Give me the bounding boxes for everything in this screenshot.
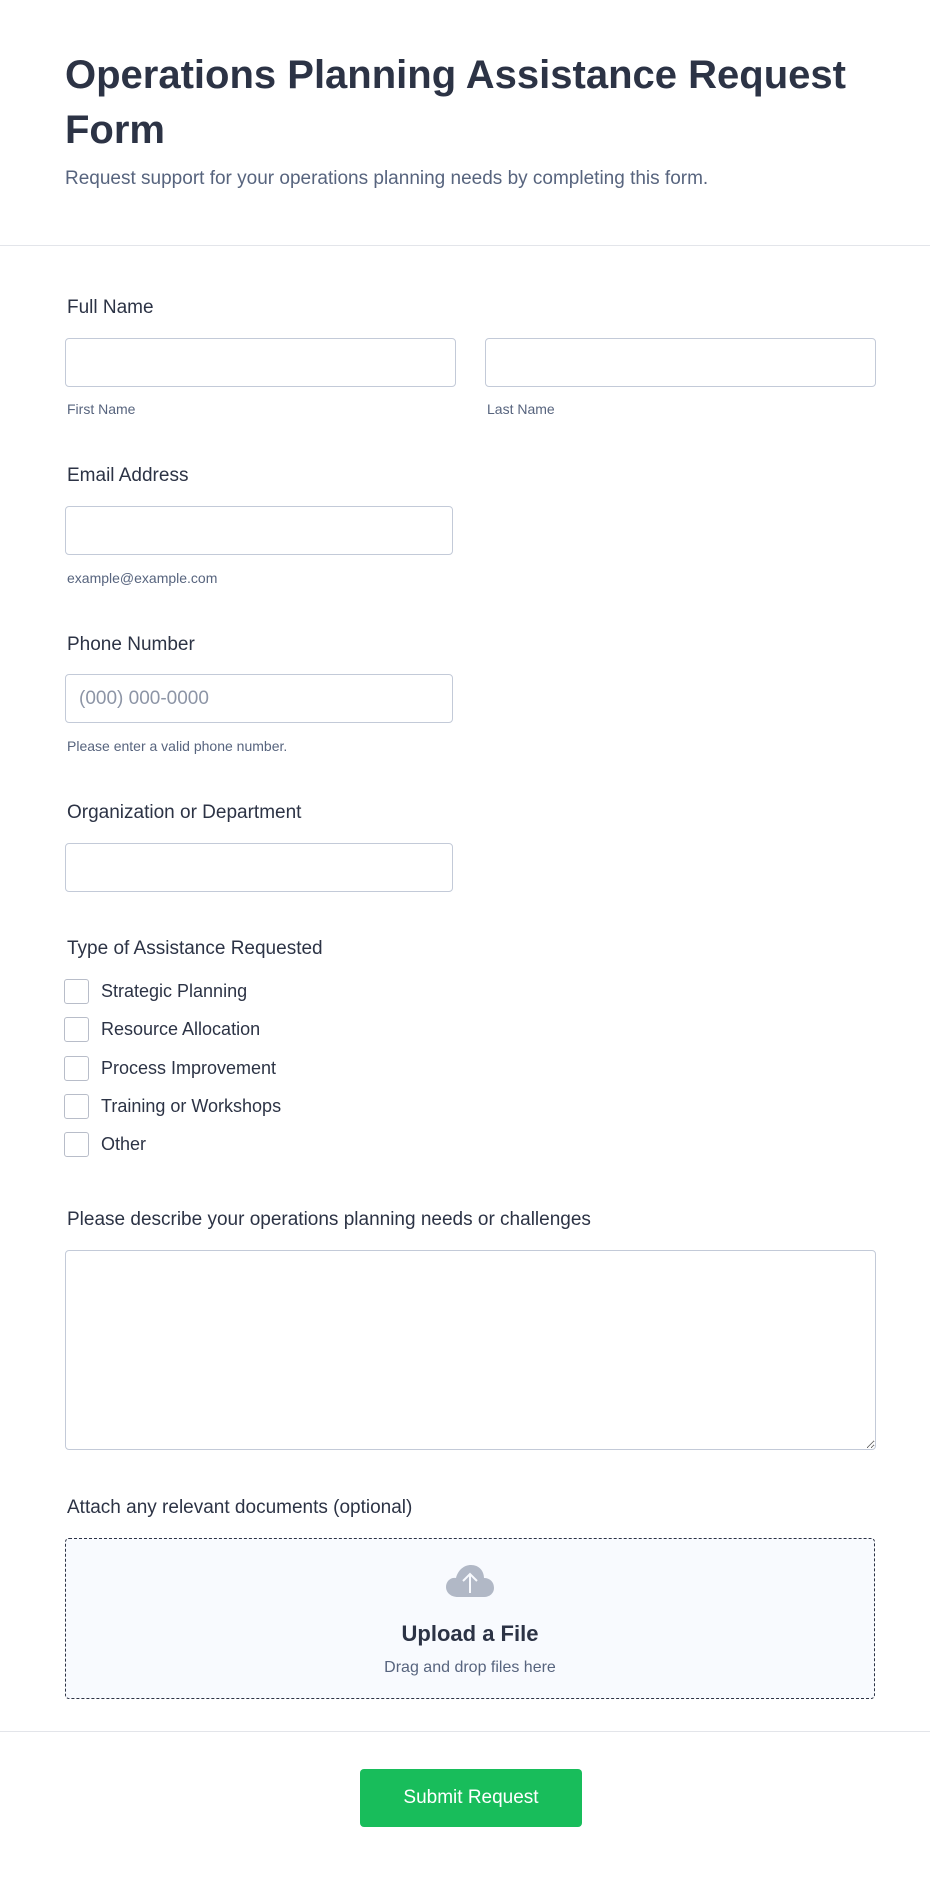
- checkbox-process-improvement[interactable]: [64, 1056, 276, 1081]
- page-subtitle: Request support for your operations planning needs by completing this form.: [65, 168, 709, 189]
- checkbox-training-workshops[interactable]: [64, 1094, 281, 1119]
- last-name-sublabel: Last Name: [487, 401, 555, 417]
- checkbox-resource-allocation[interactable]: [64, 1017, 260, 1042]
- checkbox[interactable]: [64, 1056, 89, 1081]
- last-name-input[interactable]: [485, 338, 876, 387]
- first-name-input[interactable]: [65, 338, 456, 387]
- checkbox[interactable]: [64, 1094, 89, 1119]
- checkbox-other[interactable]: [64, 1132, 146, 1157]
- submit-request-button[interactable]: Submit Request: [360, 1769, 582, 1827]
- phone-label: Phone Number: [67, 634, 195, 655]
- full-name-label: Full Name: [67, 297, 154, 318]
- first-name-sublabel: First Name: [67, 401, 136, 417]
- email-label: Email Address: [67, 465, 189, 486]
- phone-sublabel: Please enter a valid phone number.: [67, 738, 288, 754]
- checkbox-label: Process Improvement: [101, 1058, 277, 1078]
- checkbox-label: Other: [101, 1134, 147, 1154]
- checkbox-label: Strategic Planning: [101, 981, 248, 1001]
- checkbox[interactable]: [64, 1017, 89, 1042]
- description-label: Please describe your operations planning needs or challenges: [67, 1209, 591, 1230]
- upload-subtitle: Drag and drop files here: [384, 1659, 556, 1676]
- description-textarea[interactable]: [65, 1250, 876, 1450]
- file-upload-dropzone[interactable]: [65, 1538, 875, 1699]
- checkbox-strategic-planning[interactable]: [64, 979, 247, 1004]
- email-input[interactable]: [65, 506, 453, 555]
- assistance-type-label: Type of Assistance Requested: [67, 938, 323, 959]
- header-divider: [0, 245, 930, 246]
- phone-input[interactable]: [65, 674, 453, 723]
- checkbox-label: Resource Allocation: [101, 1019, 261, 1039]
- organization-input[interactable]: [65, 843, 453, 892]
- checkbox-label: Training or Workshops: [101, 1096, 282, 1116]
- checkbox[interactable]: [64, 979, 89, 1004]
- checkbox[interactable]: [64, 1132, 89, 1157]
- upload-title: Upload a File: [401, 1621, 539, 1646]
- page-title: Operations Planning Assistance Request Form: [65, 53, 846, 152]
- attachments-label: Attach any relevant documents (optional): [67, 1497, 413, 1518]
- footer-divider: [0, 1731, 930, 1732]
- email-sublabel: example@example.com: [67, 570, 218, 586]
- organization-label: Organization or Department: [67, 802, 302, 823]
- cloud-upload-icon: [446, 1565, 494, 1599]
